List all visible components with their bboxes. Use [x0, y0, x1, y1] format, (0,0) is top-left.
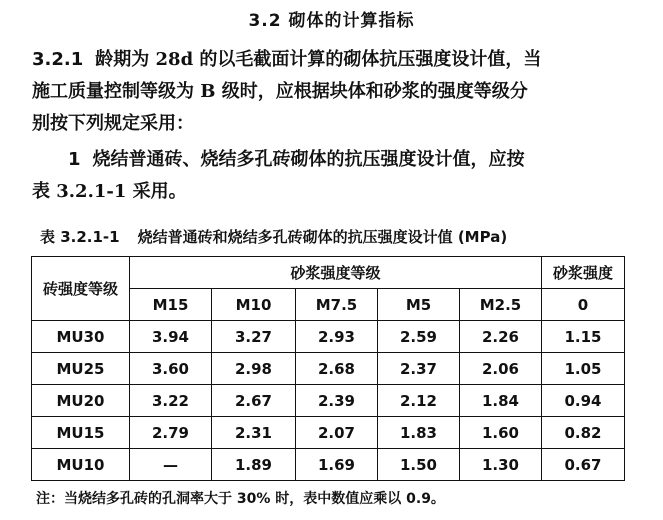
table-row — [32, 353, 625, 385]
item-1-line-1 — [68, 144, 663, 176]
row-grade: MU30 — [32, 321, 130, 353]
column-header: M10 — [212, 289, 296, 321]
table-cell: 2.06 — [460, 353, 542, 385]
row-grade: MU20 — [32, 385, 130, 417]
table-number: 表 3.2.1-1 — [40, 228, 120, 246]
table-cell: 1.84 — [460, 385, 542, 417]
item-number: 1 — [68, 149, 81, 170]
row-grade: MU25 — [32, 353, 130, 385]
column-header: M2.5 — [460, 289, 542, 321]
item-1-line-2: 表 3.2.1-1 采用。 — [32, 181, 187, 202]
item-text-line-1: 烧结普通砖、烧结多孔砖砌体的抗压强度设计值，应按 — [92, 149, 525, 170]
table-cell: 1.83 — [378, 417, 460, 449]
table-row — [32, 417, 625, 449]
table-cell: 2.39 — [296, 385, 378, 417]
column-header: M7.5 — [296, 289, 378, 321]
table-cell: 2.93 — [296, 321, 378, 353]
column-header: 0 — [542, 289, 625, 321]
table-cell: — — [130, 449, 212, 481]
column-header: M5 — [378, 289, 460, 321]
table-row — [32, 385, 625, 417]
column-header: M15 — [130, 289, 212, 321]
table-cell: 3.27 — [212, 321, 296, 353]
table-cell: 2.67 — [212, 385, 296, 417]
clause-3-2-1-line-2: 施工质量控制等级为 B 级时，应根据块体和砂浆的强度等级分 — [32, 81, 528, 102]
table-cell: 0.82 — [542, 417, 625, 449]
table-cell: 3.94 — [130, 321, 212, 353]
mortar-strength-header: 砂浆强度 — [542, 257, 625, 289]
brick-grade-header: 砖强度等级 — [32, 257, 130, 321]
strength-table — [31, 256, 625, 481]
table-cell: 2.12 — [378, 385, 460, 417]
table-footnote: 注：当烧结多孔砖的孔洞率大于 30% 时，表中数值应乘以 0.9。 — [36, 491, 445, 507]
table-cell: 1.89 — [212, 449, 296, 481]
table-row — [32, 321, 625, 353]
table-cell: 2.37 — [378, 353, 460, 385]
table-cell: 2.79 — [130, 417, 212, 449]
table-cell: 2.07 — [296, 417, 378, 449]
table-cell: 3.60 — [130, 353, 212, 385]
mortar-grade-header: 砂浆强度等级 — [130, 257, 542, 289]
table-cell: 1.50 — [378, 449, 460, 481]
table-cell: 1.69 — [296, 449, 378, 481]
section-title: 3.2 砌体的计算指标 — [248, 11, 415, 31]
table-row — [32, 449, 625, 481]
table-header-row-1 — [32, 257, 625, 289]
table-cell: 1.05 — [542, 353, 625, 385]
table-cell: 0.94 — [542, 385, 625, 417]
table-cell: 2.26 — [460, 321, 542, 353]
table-cell: 2.59 — [378, 321, 460, 353]
table-cell: 2.68 — [296, 353, 378, 385]
row-grade: MU10 — [32, 449, 130, 481]
clause-3-2-1-line-3: 别按下列规定采用： — [32, 113, 194, 134]
clause-number: 3.2.1 — [32, 49, 84, 70]
table-caption — [40, 226, 640, 247]
table-cell: 2.31 — [212, 417, 296, 449]
table-cell: 2.98 — [212, 353, 296, 385]
table-cell: 3.22 — [130, 385, 212, 417]
table-cell: 1.60 — [460, 417, 542, 449]
row-grade: MU15 — [32, 417, 130, 449]
clause-text-line-1: 龄期为 28d 的以毛截面计算的砌体抗压强度设计值，当 — [95, 49, 542, 70]
table-cell: 1.15 — [542, 321, 625, 353]
table-cell: 1.30 — [460, 449, 542, 481]
table-cell: 0.67 — [542, 449, 625, 481]
table-title: 烧结普通砖和烧结多孔砖砌体的抗压强度设计值 (MPa) — [137, 228, 508, 246]
clause-3-2-1-line-1 — [32, 44, 632, 76]
